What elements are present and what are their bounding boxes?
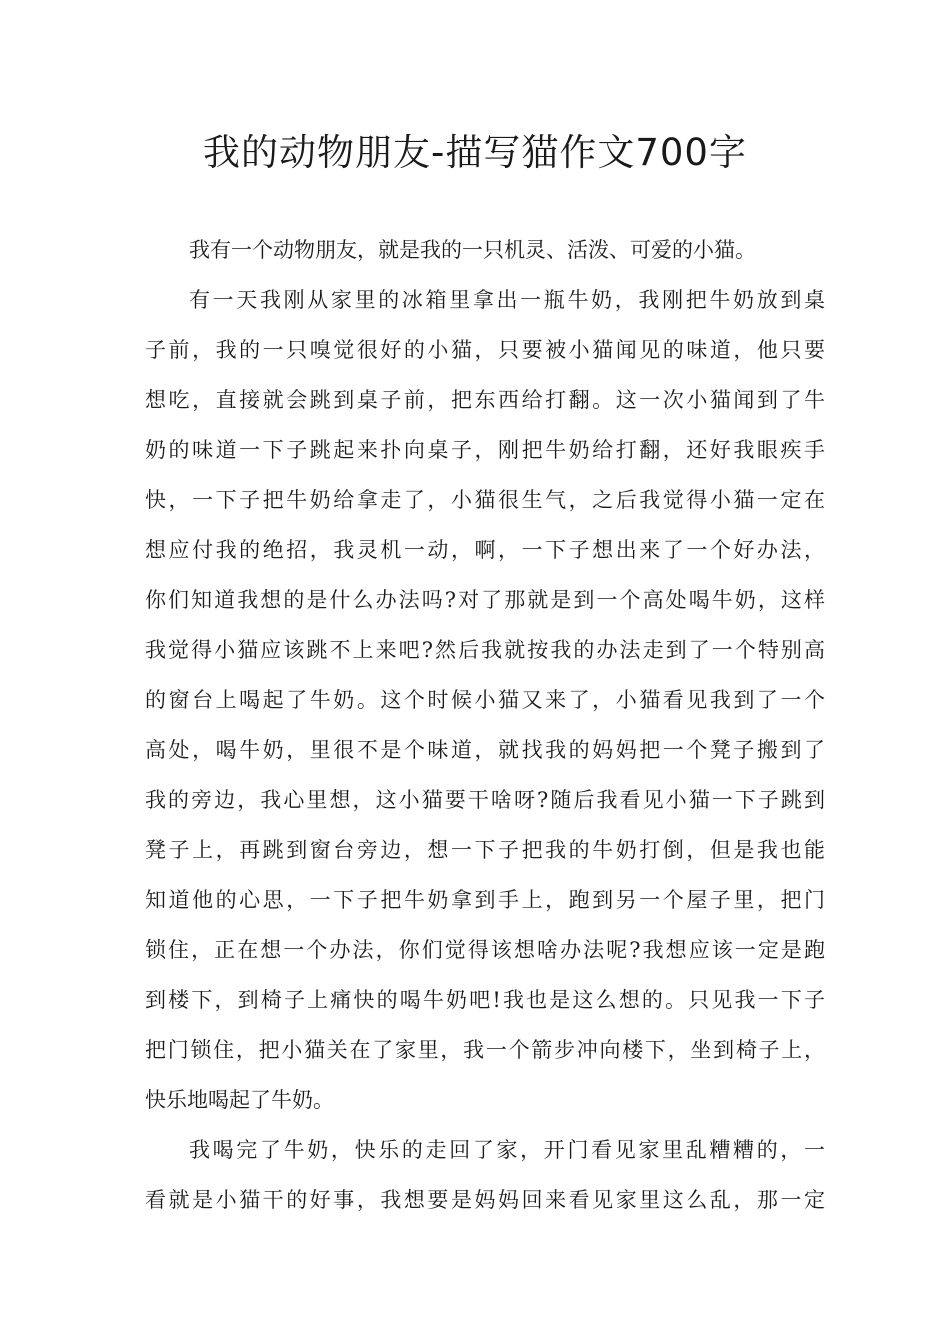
- paragraph-line: 子前，我的一只嗅觉很好的小猫，只要被小猫闻见的味道，他只要: [145, 338, 825, 362]
- paragraph-line: 快，一下子把牛奶给拿走了，小猫很生气，之后我觉得小猫一定在: [145, 488, 825, 512]
- paragraph-line: 到楼下，到椅子上痛快的喝牛奶吧!我也是这么想的。只见我一下子: [145, 988, 825, 1012]
- paragraph-line: 凳子上，再跳到窗台旁边，想一下子把我的牛奶打倒，但是我也能: [145, 838, 825, 862]
- paragraph-line: 我有一个动物朋友，就是我的一只机灵、活泼、可爱的小猫。: [189, 238, 756, 262]
- paragraph-line: 你们知道我想的是什么办法吗?对了那就是到一个高处喝牛奶，这样: [145, 588, 825, 612]
- paragraph-line: 看就是小猫干的好事，我想要是妈妈回来看见家里这么乱，那一定: [145, 1188, 825, 1212]
- paragraph-line: 我的旁边，我心里想，这小猫要干啥呀?随后我看见小猫一下子跳到: [145, 788, 825, 812]
- paragraph-line: 我喝完了牛奶，快乐的走回了家，开门看见家里乱糟糟的，一: [189, 1138, 825, 1162]
- paragraph-line: 有一天我刚从家里的冰箱里拿出一瓶牛奶，我刚把牛奶放到桌: [189, 288, 825, 312]
- document-title: 我的动物朋友-描写猫作文700字: [203, 131, 747, 174]
- paragraph-line: 高处，喝牛奶，里很不是个味道，就找我的妈妈把一个凳子搬到了: [145, 738, 825, 762]
- paragraph-line: 想吃，直接就会跳到桌子前，把东西给打翻。这一次小猫闻到了牛: [145, 388, 825, 412]
- paragraph-line: 快乐地喝起了牛奶。: [145, 1088, 334, 1112]
- paragraph-line: 的窗台上喝起了牛奶。这个时候小猫又来了，小猫看见我到了一个: [145, 688, 825, 712]
- paragraph-line: 我觉得小猫应该跳不上来吧?然后我就按我的办法走到了一个特别高: [145, 638, 825, 662]
- paragraph-line: 想应付我的绝招，我灵机一动，啊，一下子想出来了一个好办法，: [145, 538, 825, 562]
- paragraph-line: 奶的味道一下子跳起来扑向桌子，刚把牛奶给打翻，还好我眼疾手: [145, 438, 825, 462]
- paragraph-line: 把门锁住，把小猫关在了家里，我一个箭步冲向楼下，坐到椅子上，: [145, 1038, 825, 1062]
- paragraph-line: 知道他的心思，一下子把牛奶拿到手上，跑到另一个屋子里，把门: [145, 888, 825, 912]
- paragraph-line: 锁住，正在想一个办法，你们觉得该想啥办法呢?我想应该一定是跑: [145, 938, 825, 962]
